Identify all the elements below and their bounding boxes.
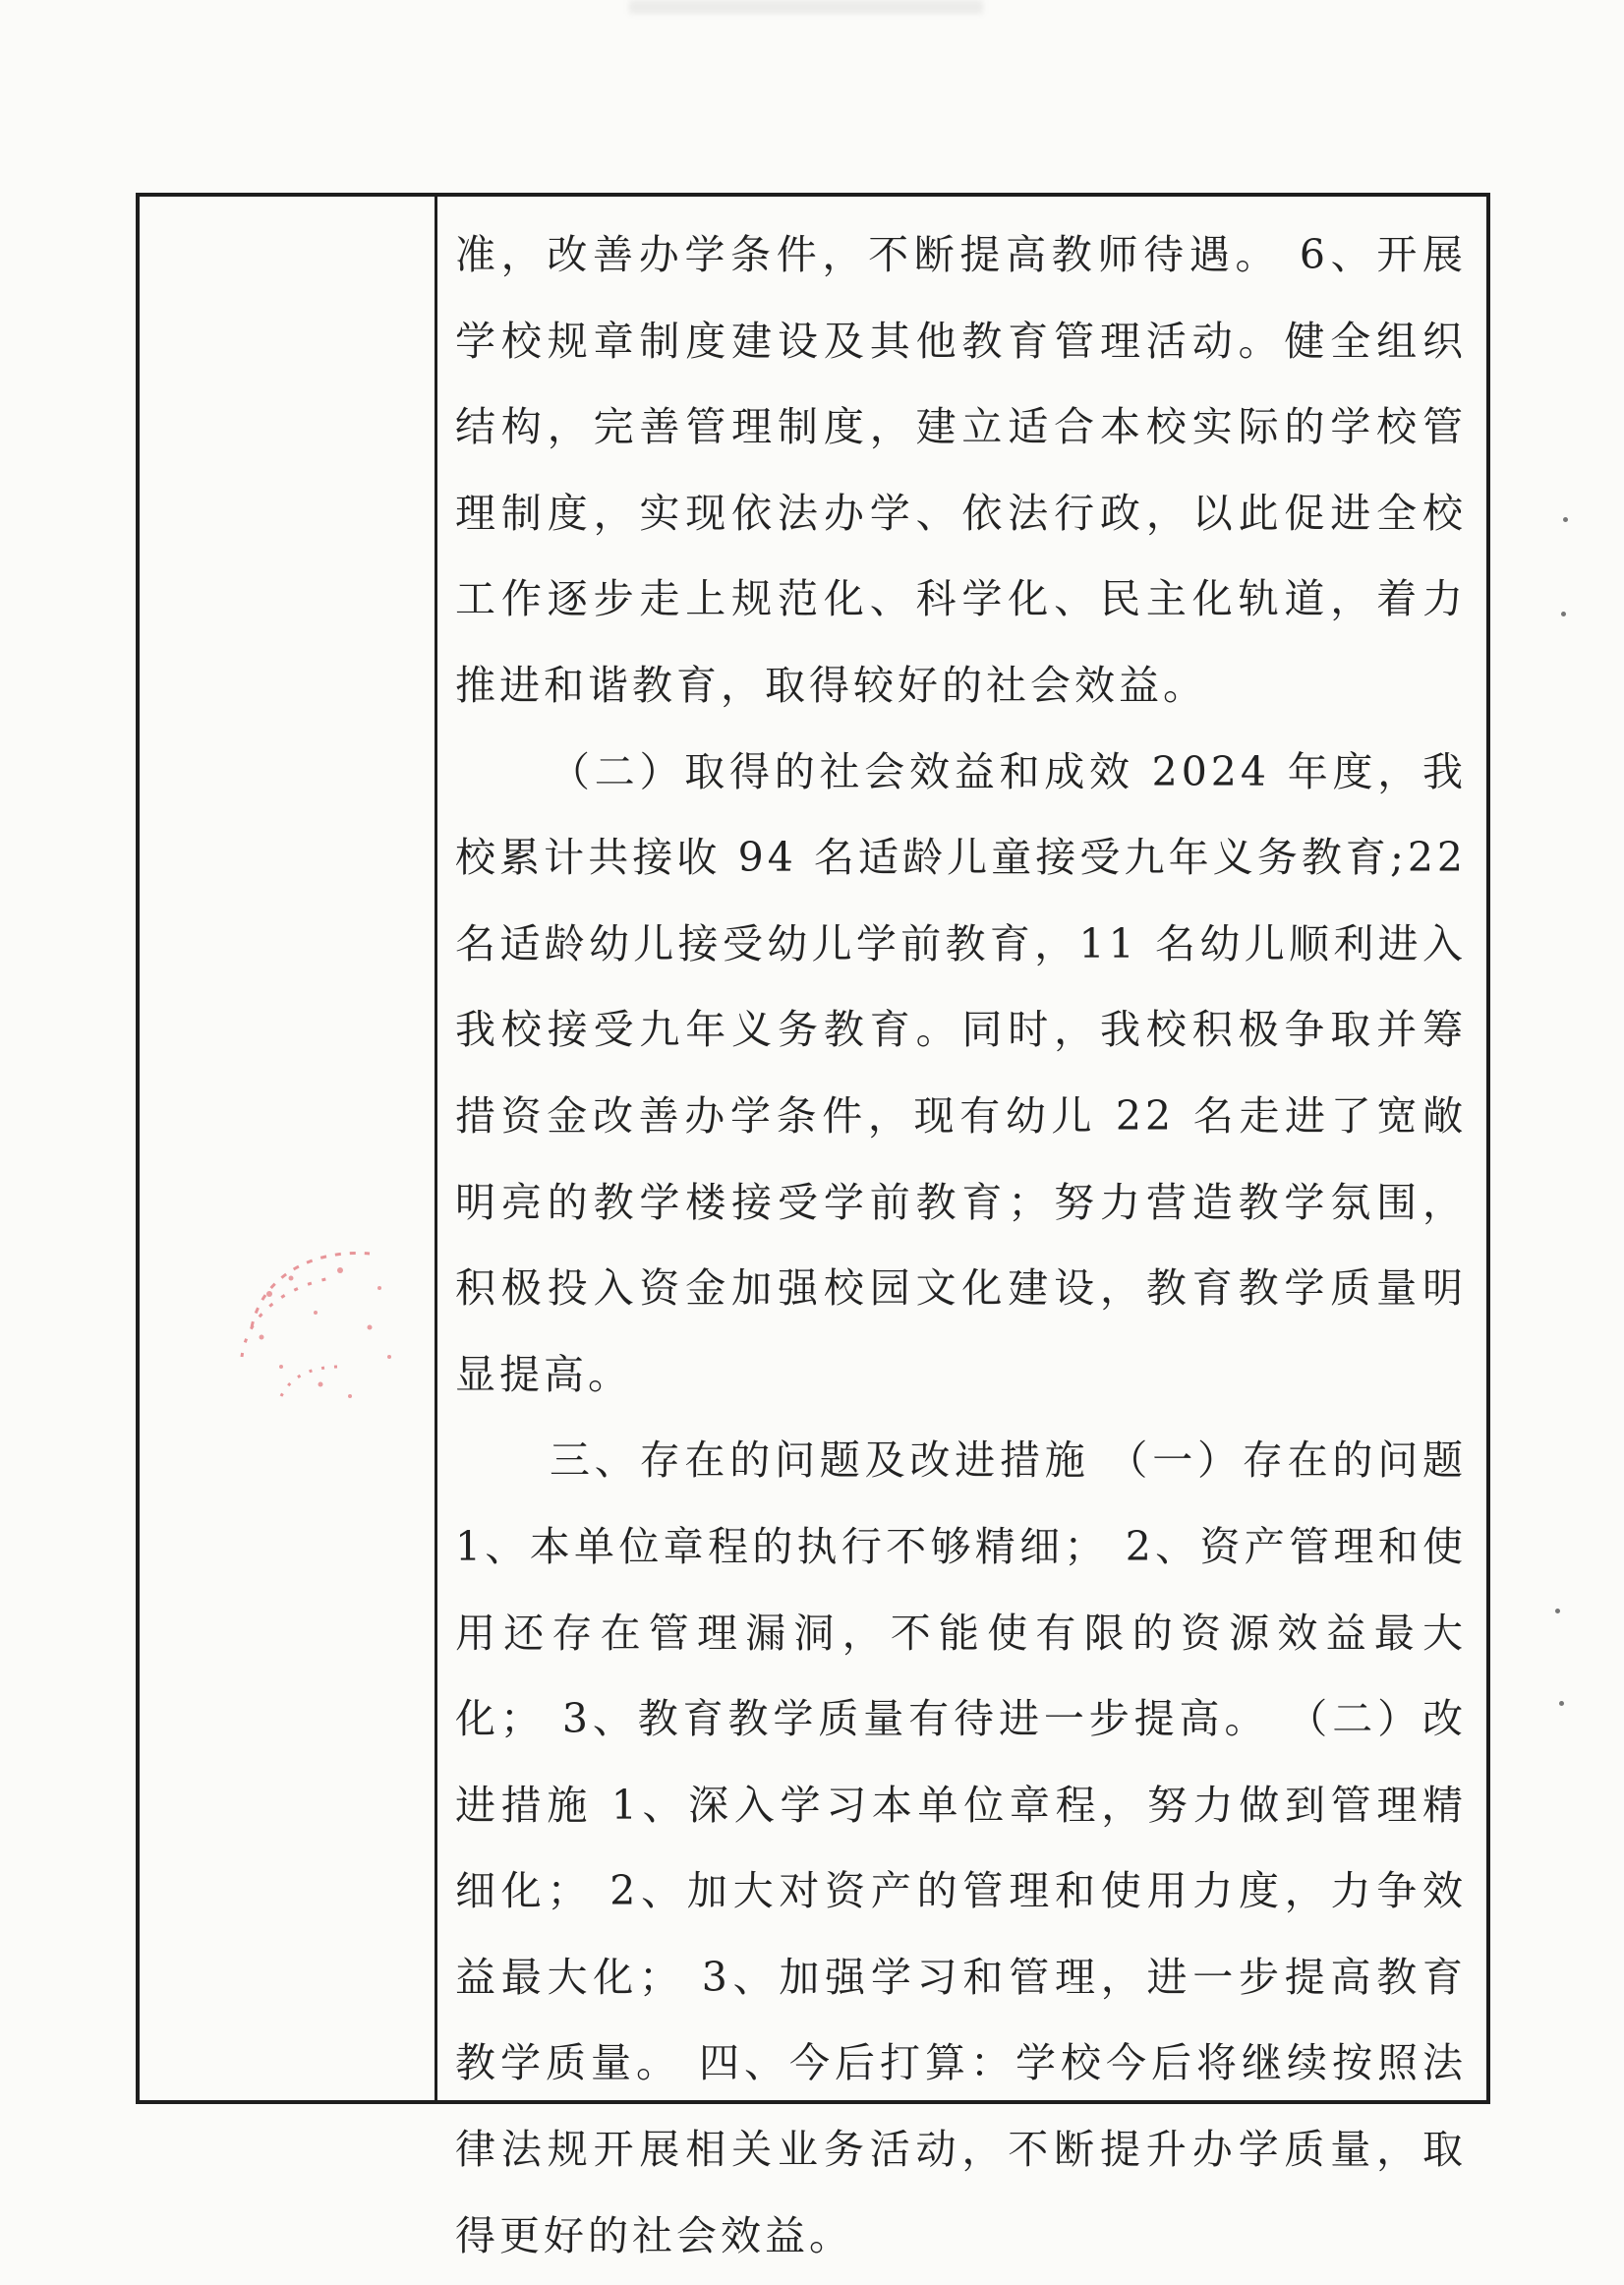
scan-speck [1563,517,1568,522]
paragraph-management: 准，改善办学条件，不断提高教师待遇。 6、开展学校规章制度建设及其他教育管理活动。健全组织结构，完善管理制度，建立适合本校实际的学校管理制度，实现依法办学、依法行政，以此促进全校工作逐步走上规范化、科学化、民主化轨道，着力推进和谐教育，取得较好的社会效益。 [455,231,1467,709]
scan-speck [1555,1609,1560,1613]
form-table [136,193,1490,2259]
paragraph-problems-measures: 三、存在的问题及改进措施 （一）存在的问题 1、本单位章程的执行不够精细； 2、资产管理和使用还存在管理漏洞，不能使有限的资源效益最大化； 3、教育教学质量有待进一步提高。 （二）改进措施 1、深入学习本单位章程，努力做到管理精细化； 2、加大对资产的管理和使用力度，力争效益最大化； 3、加强学习和管理，进一步提高教育教学质量。 四、今后打算：学校今后将继续按照法律法规开展相关业务活动，不断提升办学质量，取得更好的社会效益。 [455,1436,1467,2259]
scan-smudge [629,0,983,14]
content-cell [437,197,1486,2259]
red-seal-stamp [222,1209,448,1435]
paragraph-social-benefits: （二）取得的社会效益和成效 2024 年度，我校累计共接收 94 名适龄儿童接受九年义务教育;22 名适龄幼儿接受幼儿学前教育，11 名幼儿顺利进入我校接受九年义务教育。同时，我校积极争取并筹措资金改善办学条件，现有幼儿 22 名走进了宽敞明亮的教学楼接受学前教育；努力营造教学氛围，积极投入资金加强校园文化建设，教育教学质量明显提高。 [455,747,1467,1398]
label-cell [140,197,435,2100]
scan-speck [1561,612,1566,616]
scan-speck [1559,1701,1564,1706]
